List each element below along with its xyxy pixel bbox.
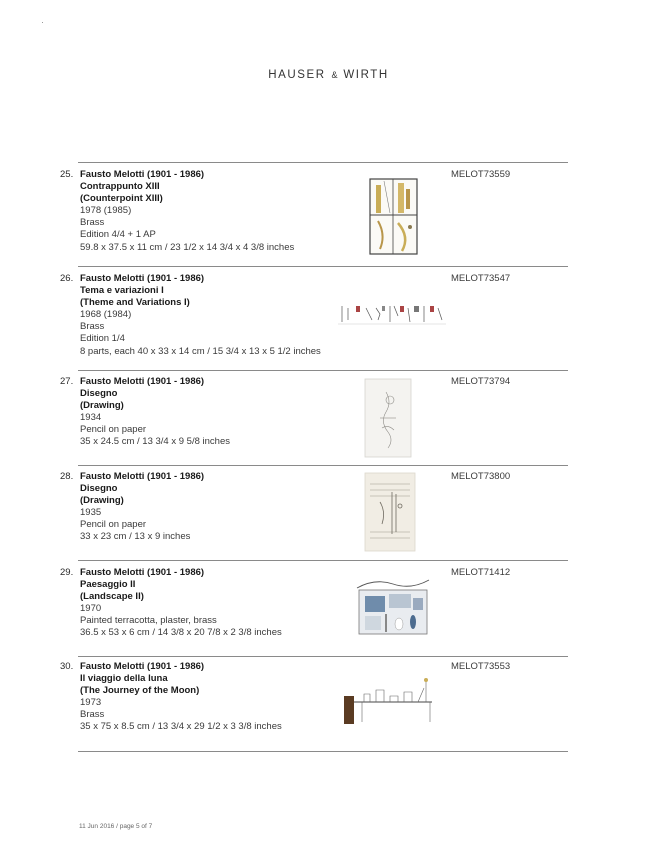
artwork-medium: Brass [80, 217, 105, 229]
artwork-edition: Edition 1/4 [80, 333, 125, 345]
artwork-title: Disegno [80, 388, 118, 400]
artwork-title-english: (Drawing) [80, 400, 124, 412]
artwork-title-english: (Theme and Variations I) [80, 297, 190, 309]
artwork-image [338, 300, 446, 328]
entry-text [80, 273, 321, 358]
artwork-medium: Painted terracotta, plaster, brass [80, 615, 217, 627]
artwork-dimensions: 59.8 x 37.5 x 11 cm / 23 1/2 x 14 3/4 x 4 3/8 inches [80, 241, 295, 253]
artist-name: Fausto Melotti (1901 - 1986) [80, 273, 205, 284]
artist-name: Fausto Melotti (1901 - 1986) [80, 169, 205, 180]
artwork-title: Tema e variazioni I [80, 285, 164, 297]
artwork-title-english: (Landscape II) [80, 591, 144, 603]
entry-number: 30. [60, 661, 74, 672]
page-footer: 11 Jun 2016 / page 5 of 7 [79, 823, 153, 830]
artwork-title-english: (Drawing) [80, 495, 124, 507]
artwork-title: Paesaggio II [80, 579, 136, 591]
entry-number: 27. [60, 376, 74, 387]
divider [78, 370, 568, 371]
artist-name: Fausto Melotti (1901 - 1986) [80, 567, 205, 578]
entry-number: 25. [60, 169, 74, 180]
artist-name: Fausto Melotti (1901 - 1986) [80, 376, 205, 387]
artist-name: Fausto Melotti (1901 - 1986) [80, 471, 205, 482]
artwork-image [368, 177, 420, 257]
inventory-code: MELOT73559 [451, 169, 511, 180]
divider [78, 465, 568, 466]
artwork-year: 1973 [80, 697, 102, 709]
divider [78, 162, 568, 163]
artist-name: Fausto Melotti (1901 - 1986) [80, 661, 205, 672]
divider [78, 751, 568, 752]
artwork-image [364, 378, 412, 458]
artwork-dimensions: 35 x 24.5 cm / 13 3/4 x 9 5/8 inches [80, 436, 230, 448]
artwork-dimensions: 8 parts, each 40 x 33 x 14 cm / 15 3/4 x 13 x 5 1/2 inches [80, 345, 321, 357]
artwork-medium: Brass [80, 709, 105, 721]
artwork-title: Disegno [80, 483, 118, 495]
artwork-title-english: (Counterpoint XIII) [80, 193, 163, 205]
artwork-title: Contrappunto XIII [80, 181, 160, 193]
inventory-code: MELOT71412 [451, 567, 511, 578]
divider [78, 656, 568, 657]
artwork-image [342, 676, 440, 728]
artwork-year: 1978 (1985) [80, 205, 132, 217]
artwork-year: 1934 [80, 412, 102, 424]
artwork-year: 1935 [80, 507, 102, 519]
entry-text [80, 661, 282, 734]
inventory-code: MELOT73553 [451, 661, 511, 672]
artwork-image [364, 472, 416, 552]
artwork-medium: Brass [80, 321, 105, 333]
entry-text [80, 567, 282, 640]
scan-dot [42, 22, 43, 23]
inventory-code: MELOT73800 [451, 471, 511, 482]
inventory-code: MELOT73547 [451, 273, 511, 284]
divider [78, 266, 568, 267]
artwork-title: Il viaggio della luna [80, 673, 168, 685]
artwork-dimensions: 36.5 x 53 x 6 cm / 14 3/8 x 20 7/8 x 2 3/8 inches [80, 627, 282, 639]
artwork-medium: Pencil on paper [80, 424, 147, 436]
artwork-dimensions: 33 x 23 cm / 13 x 9 inches [80, 531, 191, 543]
artwork-image [355, 574, 431, 638]
inventory-code: MELOT73794 [451, 376, 511, 387]
artwork-title-english: (The Journey of the Moon) [80, 685, 200, 697]
entry-number: 29. [60, 567, 74, 578]
artwork-year: 1968 (1984) [80, 309, 132, 321]
gallery-logo: HAUSER & WIRTH [268, 69, 389, 81]
entry-text [80, 471, 204, 544]
entry-number: 26. [60, 273, 74, 284]
entry-number: 28. [60, 471, 74, 482]
artwork-medium: Pencil on paper [80, 519, 147, 531]
entry-text [80, 376, 230, 449]
divider [78, 560, 568, 561]
artwork-year: 1970 [80, 603, 102, 615]
entry-text [80, 169, 294, 254]
artwork-dimensions: 35 x 75 x 8.5 cm / 13 3/4 x 29 1/2 x 3 3/8 inches [80, 721, 282, 733]
artwork-edition: Edition 4/4 + 1 AP [80, 229, 156, 241]
